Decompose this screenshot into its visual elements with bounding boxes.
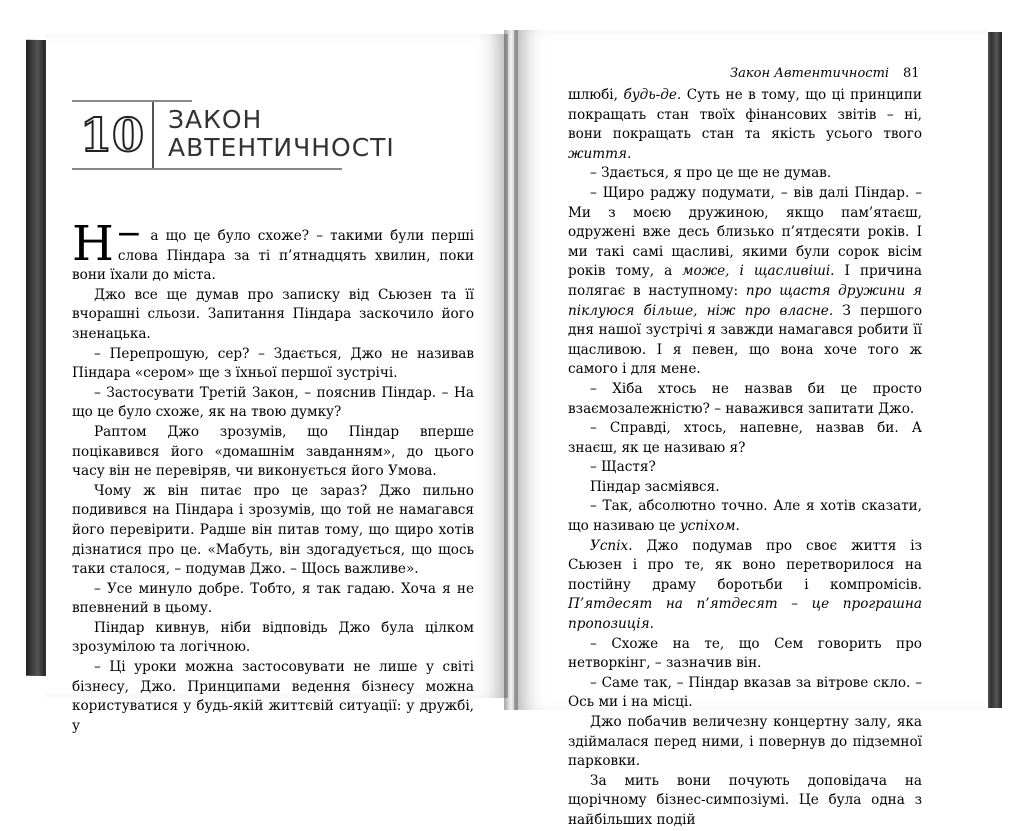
paragraph: Джо все ще думав про записку від Сьюзен та її вчорашні сльози. Запитання Піндара заскочило його зненацька.: [72, 286, 474, 342]
paragraph-text: а що це було схоже? – такими були перші слова Піндара за ті п’ятнадцять хвилин, поки вони їхали до міста.: [72, 228, 474, 284]
paragraph: – Хіба хтось не назвав би це просто взаємозалежністю? – наважився запитати Джо.: [568, 380, 922, 417]
text-run: . І причина полягає в наступному:: [568, 263, 922, 299]
paragraph: Піндар кивнув, ніби відповідь Джо була цілком зрозумілою та логічною.: [72, 619, 474, 656]
book-spine: [504, 30, 518, 710]
text-run: .: [627, 145, 632, 162]
paragraph: Піндар засміявся.: [590, 478, 720, 495]
italic-run: життя: [568, 145, 627, 162]
paragraph: [568, 184, 922, 380]
chapter-rule-bottom: [72, 168, 342, 170]
paragraph: – Схоже на те, що Сем говорить про нетворкінг, – зазначив він.: [568, 635, 922, 672]
right-page-text: [568, 86, 922, 831]
italic-run: будь-де: [623, 87, 677, 103]
paragraph: – Ці уроки можна застосовувати не лише у світі бізнесу, Джо. Принципами ведення бізнесу можна користуватися у будь-якій життєвій ситуації: у дружбі, у: [72, 659, 474, 734]
dash: —: [117, 220, 151, 246]
text-run: . Джо подумав про своє життя із Сьюзен і про те, як воно перетворилося на постійну драму боротьби і компромісів.: [568, 537, 922, 593]
paragraph: – Здається, я про це ще не думав.: [590, 165, 832, 182]
running-head: Закон Автентичності: [730, 66, 890, 81]
page-number: 81: [903, 66, 920, 81]
paragraph: – Перепрошую, сер? – Здається, Джо не називав Піндара «сером» ще з їхньої першої зустрічі.: [72, 345, 474, 382]
paragraph: – Саме так, – Піндар вказав за вітрове скло. – Ось ми і на місці.: [568, 674, 922, 711]
italic-run: про щастя дружини я піклуюся більше, ніж про власне: [568, 282, 922, 319]
chapter-heading: [72, 88, 395, 192]
text-run: . З першого дня нашої зустрічі я завжди намагався робити її щасливою. І я певен, що вона хоче того ж самого і для мене.: [568, 302, 923, 378]
paragraph: Раптом Джо зрозумів, що Піндар вперше поцікавився його «домашнім завданням», до цього часу він не перевіряв, чи виконується його Умова.: [72, 423, 474, 480]
paragraph: [568, 537, 922, 635]
paragraph: – Застосувати Третій Закон, – пояснив Піндар. – На що це було схоже, як на твою думку?: [72, 384, 474, 421]
paragraph: – Щастя?: [590, 459, 656, 476]
paragraph: Чому ж він питає про це зараз? Джо пильно подивився на Піндара і зрозумів, що той не намагався його перевірити. Радше він питав тому, що щиро хотів дізнатися про це. «Мабуть, він здогадується, що щось таки сталося, – подумав Джо. – Щось важливе».: [72, 482, 474, 578]
paragraph: Джо побачив величезну концертну залу, яка здіймалася перед ними, і повернув до підземної парковки.: [568, 714, 922, 770]
chapter-title-line2: АВТЕНТИЧНОСТІ: [168, 133, 395, 162]
italic-run: П’ятдесят на п’ятдесят – це програшна пропозиція: [568, 596, 922, 633]
paragraph: – Усе минуло добре. Тобто, я так гадаю. Хоча я не впевнений в цьому.: [72, 580, 474, 617]
italic-run: успіхом: [679, 518, 736, 535]
paragraph: – Справді, хтось, напевне, назвав би. А знаєш, як це називаю я?: [568, 420, 922, 456]
paragraph: [568, 86, 922, 164]
text-run: шлюбі,: [568, 87, 624, 103]
paragraph: За мить вони почують доповідача на щорічному бізнес-симпозіумі. Це була одна з найбільших подій: [568, 772, 922, 828]
italic-run: може, і щасливіші: [682, 263, 831, 280]
chapter-title: [168, 106, 398, 162]
left-page-text: [72, 216, 474, 736]
chapter-number: 10: [72, 102, 154, 168]
text-run: – Щиро раджу подумати, – вів далі Піндар. – Ми з моєю дружиною, якщо пам’ятаєш, одружені вже десь близько п’ятдесяти років. І ми такі самі щасливі, якими були сорок вісім років тому, а: [568, 184, 922, 280]
paragraph-opening: [72, 216, 474, 286]
chapter-title-line1: ЗАКОН: [168, 105, 263, 134]
text-run: . Суть не в тому, що ці принципи покращать стан твоїх фінансових звітів – ні, вони покращать стан та якість усього твого: [568, 87, 922, 143]
text-run: .: [649, 616, 654, 633]
drop-cap: Н: [72, 216, 114, 272]
text-run: – Так, абсолютно точно. Але я хотів сказати, що називаю це: [568, 498, 922, 535]
italic-run: Успіх: [590, 537, 629, 554]
text-run: .: [735, 518, 740, 535]
paragraph: [568, 497, 922, 536]
